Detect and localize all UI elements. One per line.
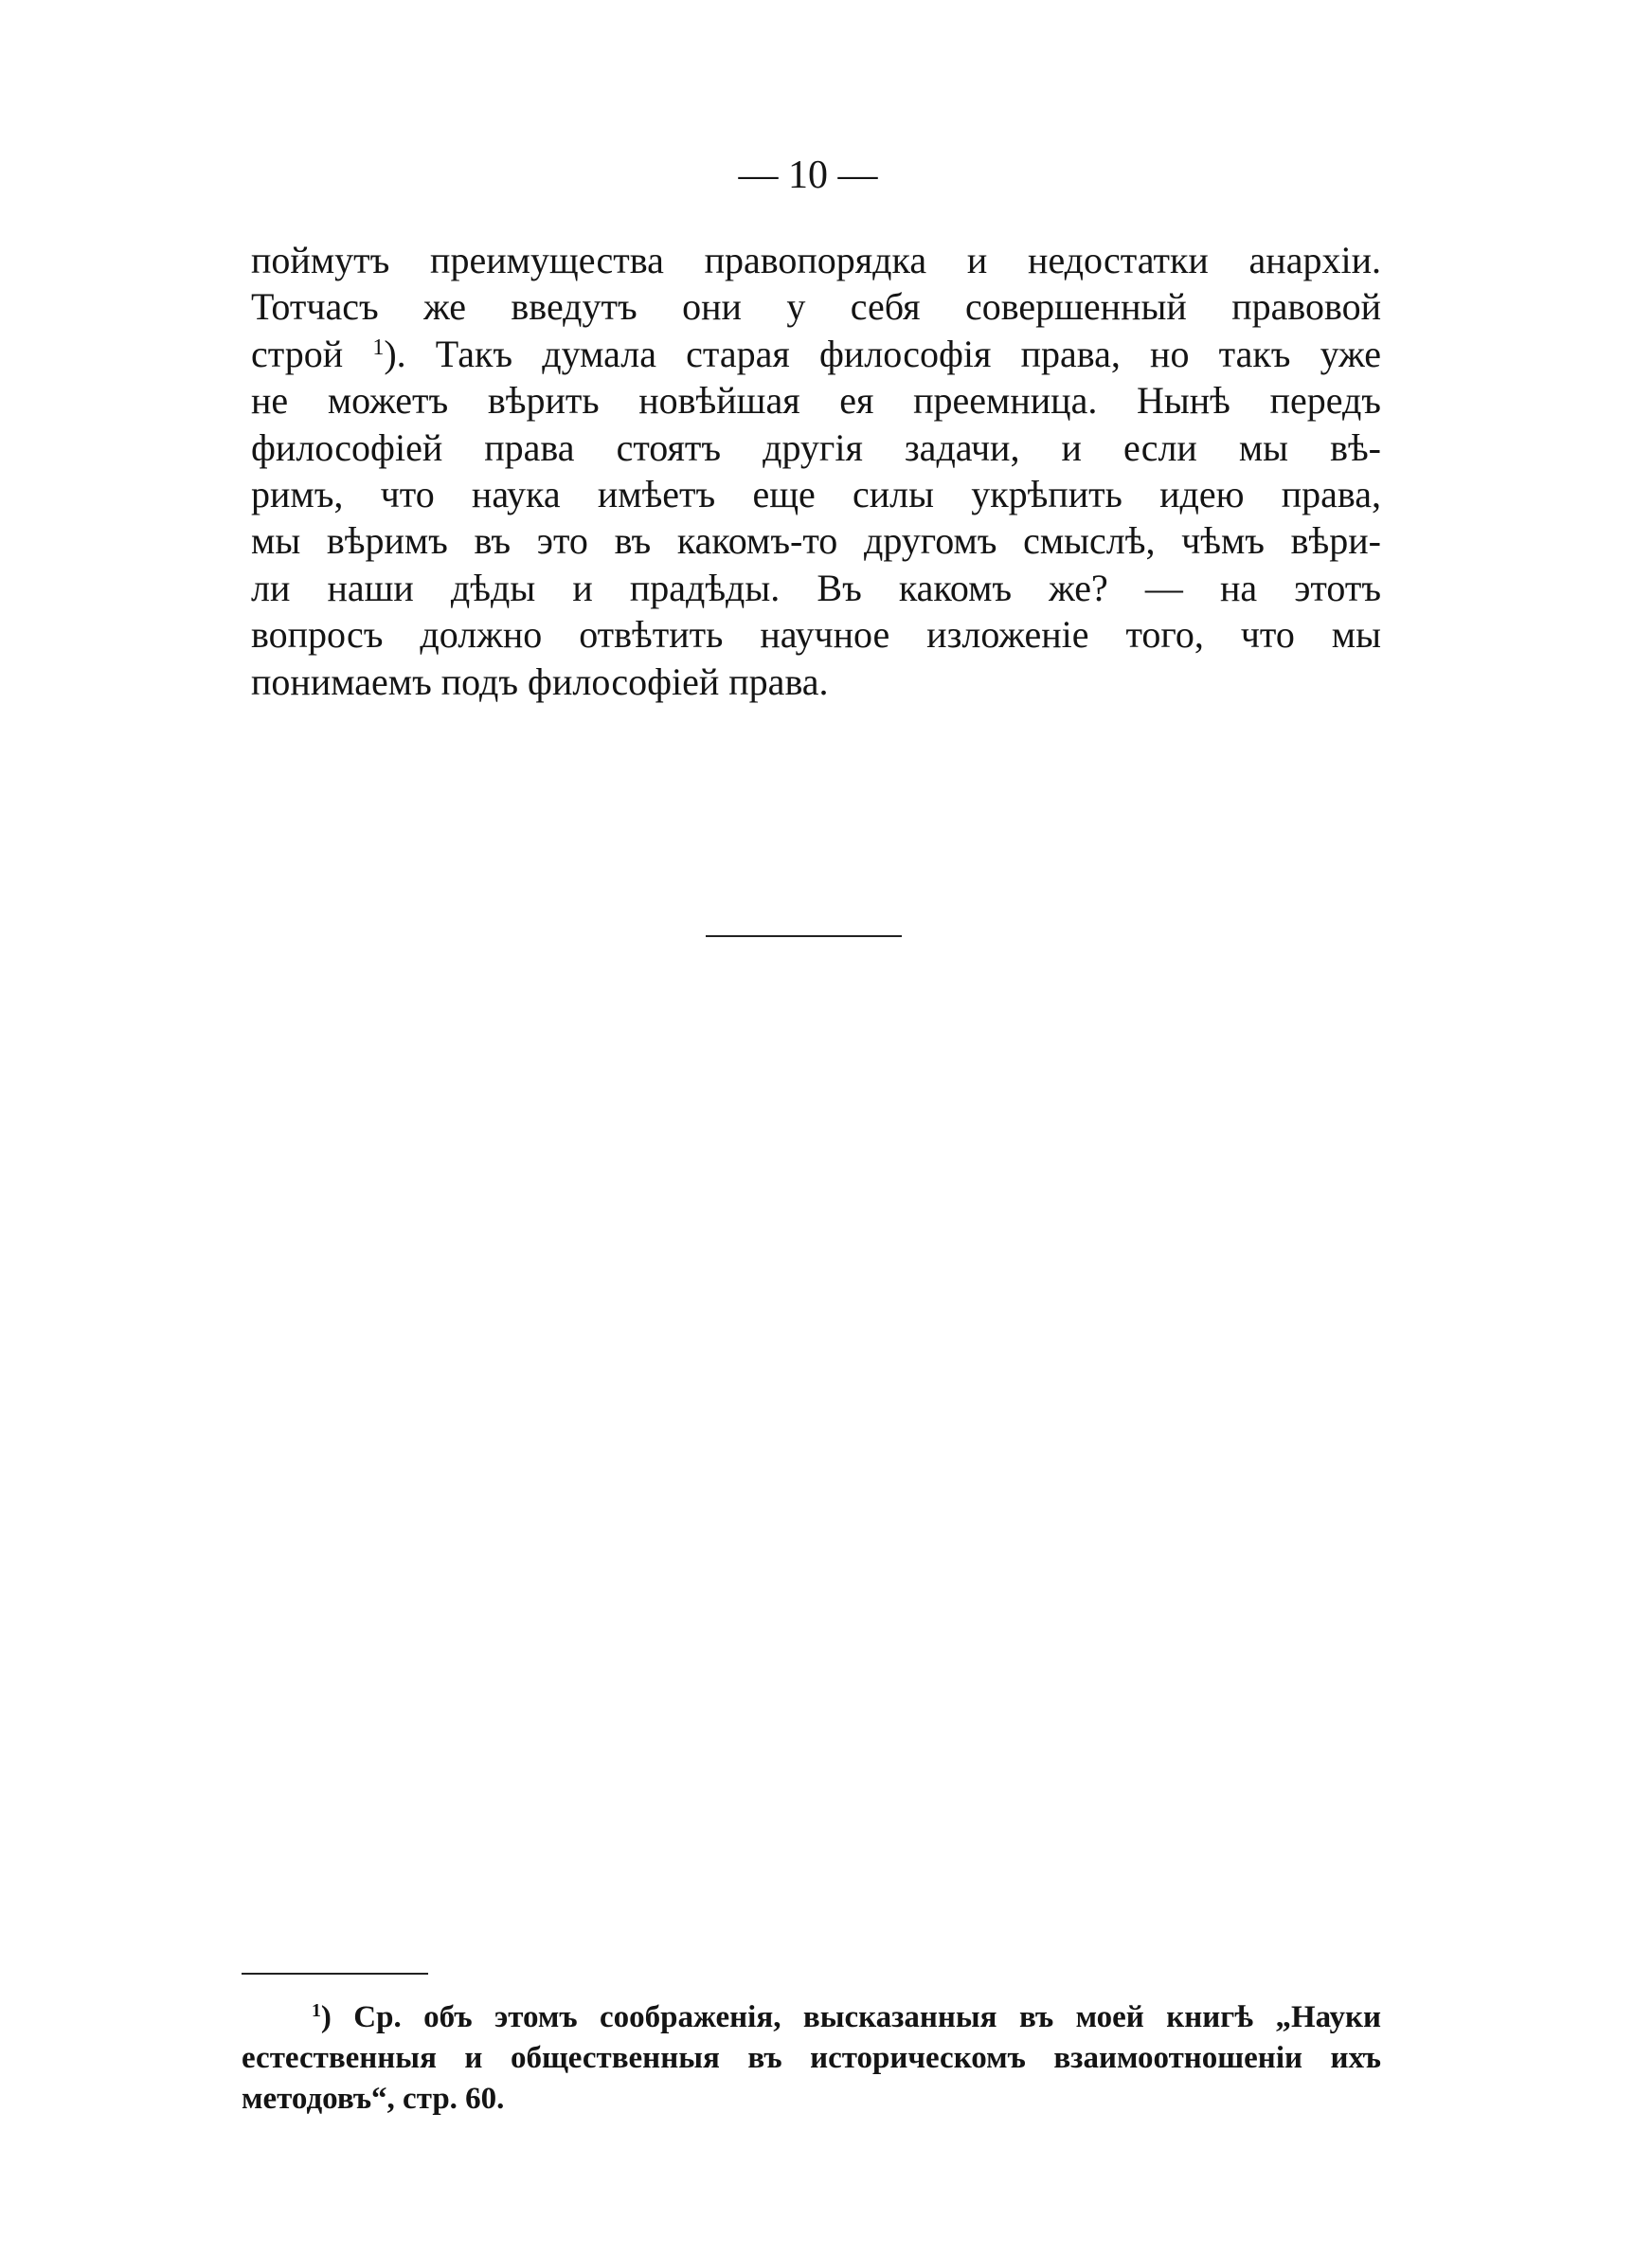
body-line-text: Тотчасъ же введутъ они у себя совершенный правовой bbox=[251, 285, 1381, 329]
footnote-line-text: ) Ср. объ этомъ соображенія, высказанныя въ моей книгѣ „Науки bbox=[320, 2000, 1381, 2034]
body-line bbox=[251, 331, 1381, 377]
body-line-text: философіей права стоятъ другія задачи, и если мы вѣ- bbox=[251, 425, 1381, 469]
section-end-divider bbox=[706, 935, 902, 937]
body-line bbox=[251, 424, 1381, 471]
body-line bbox=[251, 377, 1381, 424]
footnote bbox=[242, 1997, 1381, 2120]
footnote-rule bbox=[242, 1973, 428, 1975]
footnote-line-text: естественныя и общественныя въ историческомъ взаимоотношеніи ихъ bbox=[242, 2041, 1381, 2075]
body-line bbox=[251, 471, 1381, 517]
footnote-line bbox=[242, 2079, 1381, 2120]
body-line-text: понимаемъ подъ философіей права. bbox=[251, 659, 829, 703]
main-text-block bbox=[251, 237, 1381, 705]
footnote-line-text: методовъ“, стр. 60. bbox=[242, 2082, 505, 2116]
body-line bbox=[251, 659, 1381, 705]
body-line-text: не можетъ вѣрить новѣйшая ея преемница. Нынѣ передъ bbox=[251, 379, 1381, 423]
body-line-text: римъ, что наука имѣетъ еще силы укрѣпить идею права, bbox=[251, 473, 1381, 516]
body-line-text: ). Такъ думала старая философія права, но такъ уже bbox=[384, 332, 1381, 375]
body-line-text: мы вѣримъ въ это въ какомъ-то другомъ смыслѣ, чѣмъ вѣри- bbox=[251, 519, 1381, 563]
page-number: — 10 — bbox=[738, 153, 878, 197]
footnote-line bbox=[242, 2038, 1381, 2079]
footnote-marker: 1 bbox=[312, 2000, 321, 2022]
body-line bbox=[251, 237, 1381, 283]
body-line bbox=[251, 283, 1381, 330]
body-line bbox=[251, 517, 1381, 564]
body-line-text: поймутъ преимущества правопорядка и недостатки анархіи. bbox=[251, 239, 1381, 281]
body-line-text: вопросъ должно отвѣтить научное изложеніе того, что мы bbox=[251, 613, 1381, 657]
footnote-line bbox=[242, 1997, 1381, 2038]
footnote-reference-marker: 1 bbox=[372, 334, 385, 360]
body-line bbox=[251, 611, 1381, 658]
body-line-text: строй bbox=[251, 332, 373, 375]
body-line bbox=[251, 565, 1381, 611]
body-line-text: ли наши дѣды и прадѣды. Въ какомъ же? — на этотъ bbox=[251, 566, 1381, 609]
